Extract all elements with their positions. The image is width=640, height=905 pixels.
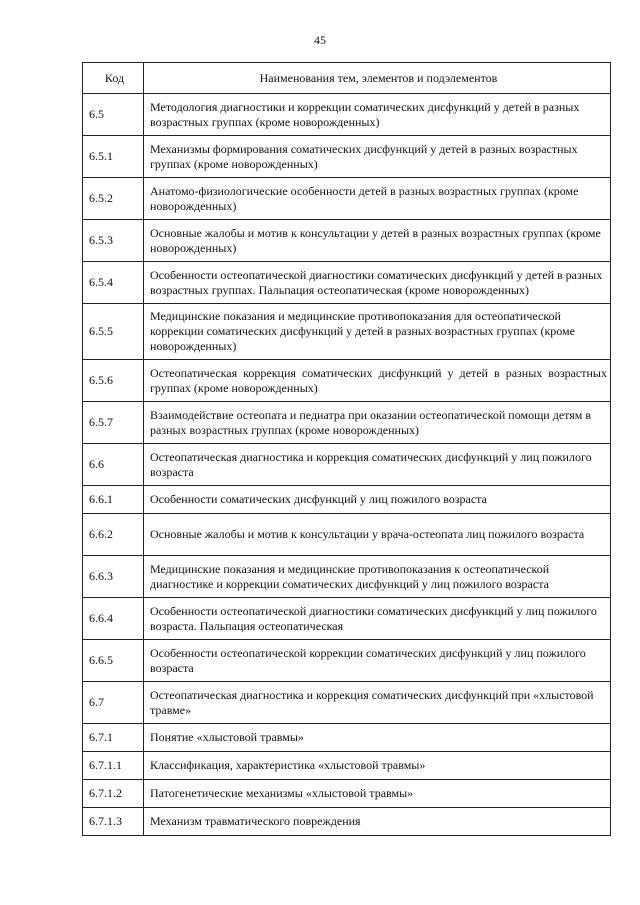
table-row <box>83 808 611 836</box>
table-row <box>83 444 611 486</box>
table-row <box>83 486 611 514</box>
table-row <box>83 752 611 780</box>
table-row <box>83 556 611 598</box>
row-code: 6.7.1 <box>83 724 144 752</box>
table-row <box>83 724 611 752</box>
row-code: 6.6.1 <box>83 486 144 514</box>
table-row <box>83 262 611 304</box>
table-row <box>83 402 611 444</box>
header-code: Код <box>83 63 144 94</box>
table-row <box>83 598 611 640</box>
row-name: Особенности остеопатической диагностики соматических дисфункций у детей в разных возрастных группах. Пальпация остеопатическая (кроме новорожденных) <box>144 262 611 304</box>
table-row <box>83 304 611 360</box>
row-name: Основные жалобы и мотив к консультации у детей в разных возрастных группах (кроме новорожденных) <box>144 220 611 262</box>
row-name: Методология диагностики и коррекции соматических дисфункций у детей в разных возрастных группах (кроме новорожденных) <box>144 94 611 136</box>
table-row <box>83 682 611 724</box>
row-name: Особенности соматических дисфункций у лиц пожилого возраста <box>144 486 611 514</box>
row-code: 6.5.4 <box>83 262 144 304</box>
table-header-row <box>83 63 611 94</box>
row-code: 6.5.2 <box>83 178 144 220</box>
row-name: Основные жалобы и мотив к консультации у врача-остеопата лиц пожилого возраста <box>144 514 611 556</box>
row-name: Медицинские показания и медицинские противопоказания к остеопатической диагностике и коррекции соматических дисфункций у лиц пожилого возраста <box>144 556 611 598</box>
row-code: 6.6.2 <box>83 514 144 556</box>
topics-table <box>82 62 611 836</box>
header-name: Наименования тем, элементов и подэлементов <box>144 63 611 94</box>
row-code: 6.5.7 <box>83 402 144 444</box>
row-name: Остеопатическая коррекция соматических дисфункций у детей в разных возрастных группах (кроме новорожденных) <box>144 360 611 402</box>
row-code: 6.6.4 <box>83 598 144 640</box>
table-row <box>83 514 611 556</box>
row-code: 6.7 <box>83 682 144 724</box>
page-number: 45 <box>314 33 326 47</box>
row-name: Механизм травматического повреждения <box>144 808 611 836</box>
row-name: Особенности остеопатической диагностики соматических дисфункций у лиц пожилого возраста. Пальпация остеопатическая <box>144 598 611 640</box>
table-row <box>83 360 611 402</box>
row-code: 6.6.5 <box>83 640 144 682</box>
table-row <box>83 136 611 178</box>
table-row <box>83 640 611 682</box>
row-name: Механизмы формирования соматических дисфункций у детей в разных возрастных группах (кроме новорожденных) <box>144 136 611 178</box>
row-name: Понятие «хлыстовой травмы» <box>144 724 611 752</box>
row-name: Остеопатическая диагностика и коррекция соматических дисфункций у лиц пожилого возраста <box>144 444 611 486</box>
row-code: 6.5.1 <box>83 136 144 178</box>
row-name: Особенности остеопатической коррекции соматических дисфункций у лиц пожилого возраста <box>144 640 611 682</box>
row-name: Анатомо-физиологические особенности детей в разных возрастных группах (кроме новорожденных) <box>144 178 611 220</box>
row-code: 6.7.1.3 <box>83 808 144 836</box>
row-code: 6.6 <box>83 444 144 486</box>
table-body <box>83 94 611 836</box>
row-name: Патогенетические механизмы «хлыстовой травмы» <box>144 780 611 808</box>
row-name: Взаимодействие остеопата и педиатра при оказании остеопатической помощи детям в разных возрастных группах (кроме новорожденных) <box>144 402 611 444</box>
row-code: 6.5.3 <box>83 220 144 262</box>
row-code: 6.7.1.1 <box>83 752 144 780</box>
row-code: 6.6.3 <box>83 556 144 598</box>
table-row <box>83 220 611 262</box>
row-name: Классификация, характеристика «хлыстовой травмы» <box>144 752 611 780</box>
row-code: 6.7.1.2 <box>83 780 144 808</box>
table-row <box>83 780 611 808</box>
table-row <box>83 178 611 220</box>
row-code: 6.5.6 <box>83 360 144 402</box>
table-row <box>83 94 611 136</box>
row-code: 6.5.5 <box>83 304 144 360</box>
row-name: Остеопатическая диагностика и коррекция соматических дисфункций при «хлыстовой травме» <box>144 682 611 724</box>
row-code: 6.5 <box>83 94 144 136</box>
row-name: Медицинские показания и медицинские противопоказания для остеопатической коррекции соматических дисфункций у детей в разных возрастных группах (кроме новорожденных) <box>144 304 611 360</box>
